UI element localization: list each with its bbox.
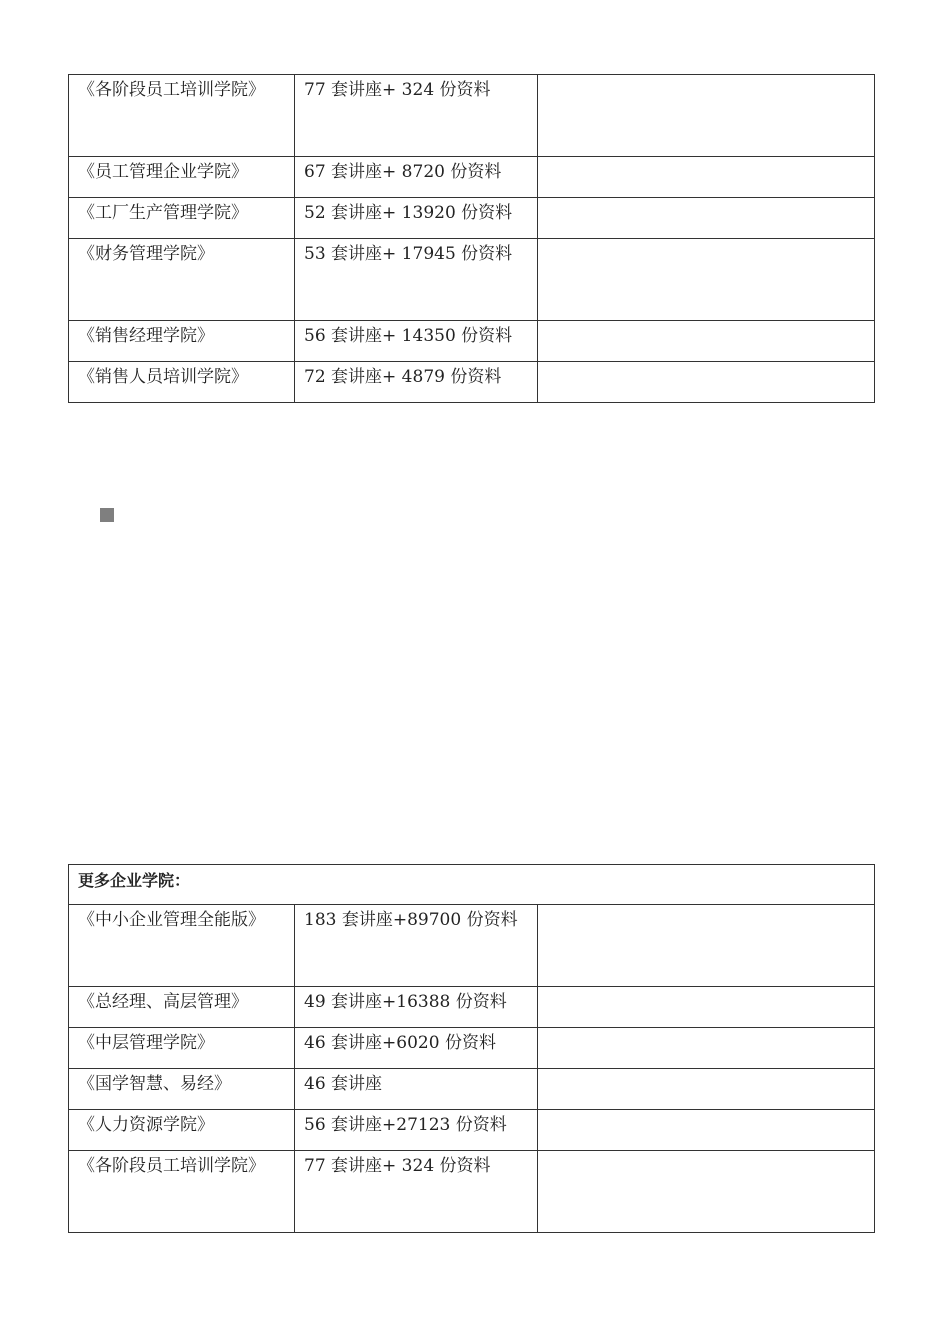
course-name: 《员工管理企业学院》: [78, 162, 248, 182]
course-name-cell: [69, 198, 295, 239]
table-row: [69, 362, 875, 403]
course-detail: 183 套讲座+89700 份资料: [304, 910, 518, 930]
table-row: [69, 1069, 875, 1110]
course-detail: 53 套讲座+ 17945 份资料: [304, 244, 513, 264]
course-note-cell: [538, 1069, 875, 1110]
course-detail: 67 套讲座+ 8720 份资料: [304, 162, 502, 182]
course-name: 《销售经理学院》: [78, 326, 214, 346]
course-name-cell: [69, 1069, 295, 1110]
course-detail-cell: [295, 1028, 538, 1069]
course-detail-cell: [295, 239, 538, 321]
course-detail-cell: [295, 362, 538, 403]
table-row: [69, 198, 875, 239]
course-detail-cell: [295, 1110, 538, 1151]
course-name: 《总经理、高层管理》: [78, 992, 248, 1012]
table-row: [69, 905, 875, 987]
table-row: [69, 987, 875, 1028]
course-name-cell: [69, 905, 295, 987]
course-detail-cell: [295, 75, 538, 157]
course-detail-cell: [295, 321, 538, 362]
course-detail-cell: [295, 1151, 538, 1233]
course-note-cell: [538, 1110, 875, 1151]
course-name-cell: [69, 1151, 295, 1233]
course-detail-cell: [295, 905, 538, 987]
courses-table-top: [68, 74, 875, 403]
course-name-cell: [69, 987, 295, 1028]
course-detail: 72 套讲座+ 4879 份资料: [304, 367, 502, 387]
course-name-cell: [69, 75, 295, 157]
course-detail: 77 套讲座+ 324 份资料: [304, 1156, 491, 1176]
table-row: [69, 157, 875, 198]
course-detail: 52 套讲座+ 13920 份资料: [304, 203, 513, 223]
table-row: [69, 239, 875, 321]
course-name-cell: [69, 1028, 295, 1069]
square-bullet-icon: [100, 508, 114, 522]
course-detail-cell: [295, 987, 538, 1028]
course-detail: 56 套讲座+27123 份资料: [304, 1115, 507, 1135]
course-detail: 77 套讲座+ 324 份资料: [304, 80, 491, 100]
course-note-cell: [538, 321, 875, 362]
table-row: [69, 75, 875, 157]
table-header-cell: [69, 865, 875, 905]
course-name: 《工厂生产管理学院》: [78, 203, 248, 223]
course-detail-cell: [295, 1069, 538, 1110]
course-name-cell: [69, 362, 295, 403]
course-detail-cell: [295, 157, 538, 198]
course-name-cell: [69, 239, 295, 321]
course-name: 《财务管理学院》: [78, 244, 214, 264]
course-name: 《各阶段员工培训学院》: [78, 1156, 265, 1176]
table-header-row: [69, 865, 875, 905]
course-name: 《中层管理学院》: [78, 1033, 214, 1053]
course-note-cell: [538, 75, 875, 157]
course-name-cell: [69, 157, 295, 198]
course-note-cell: [538, 905, 875, 987]
course-detail: 46 套讲座+6020 份资料: [304, 1033, 496, 1053]
course-note-cell: [538, 198, 875, 239]
table-row: [69, 1151, 875, 1233]
table-header: 更多企业学院：: [78, 871, 191, 890]
courses-table-bottom: [68, 864, 875, 1233]
course-note-cell: [538, 157, 875, 198]
course-note-cell: [538, 1151, 875, 1233]
course-note-cell: [538, 1028, 875, 1069]
course-name: 《中小企业管理全能版》: [78, 910, 265, 930]
course-name-cell: [69, 1110, 295, 1151]
course-name-cell: [69, 321, 295, 362]
course-detail: 49 套讲座+16388 份资料: [304, 992, 507, 1012]
course-note-cell: [538, 362, 875, 403]
table-row: [69, 1028, 875, 1069]
course-name: 《各阶段员工培训学院》: [78, 80, 265, 100]
course-note-cell: [538, 239, 875, 321]
course-name: 《国学智慧、易经》: [78, 1074, 231, 1094]
course-note-cell: [538, 987, 875, 1028]
course-detail-cell: [295, 198, 538, 239]
course-name: 《销售人员培训学院》: [78, 367, 248, 387]
table-row: [69, 1110, 875, 1151]
table-row: [69, 321, 875, 362]
course-name: 《人力资源学院》: [78, 1115, 214, 1135]
course-detail: 46 套讲座: [304, 1074, 383, 1094]
course-detail: 56 套讲座+ 14350 份资料: [304, 326, 513, 346]
